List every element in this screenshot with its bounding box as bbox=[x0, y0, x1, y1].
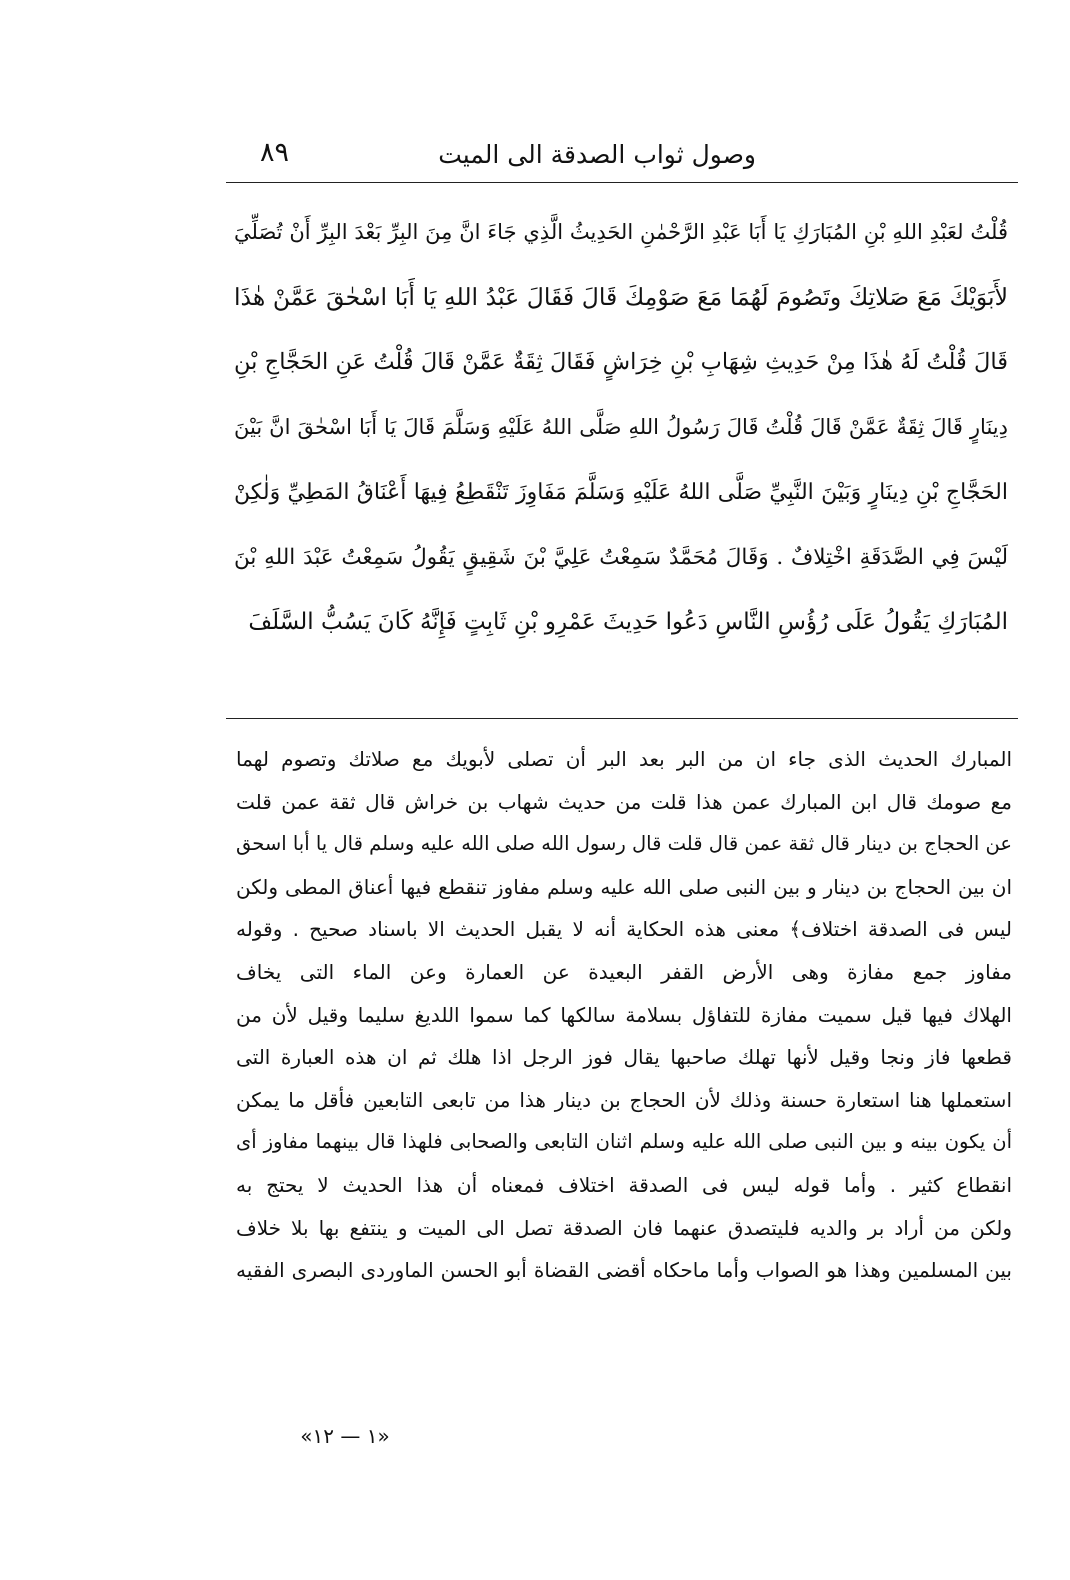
commentary-line: الهلاك فيها قيل سميت مفازة للتفاؤل بسلامة سالكها كما سموا اللديغ سليما وقيل لأن من bbox=[236, 1002, 1012, 1027]
main-text-line: لَيْسَ فِي الصَّدَقَةِ اخْتِلافٌ . وَقَالَ مُحَمَّدٌ سَمِعْتُ عَلِيَّ بْنَ شَقِيقٍ يَقُولُ سَمِعْتُ عَبْدَ اللهِ بْنَ bbox=[234, 545, 1008, 570]
commentary-block bbox=[236, 738, 1012, 1292]
page-number: ٨٩ bbox=[260, 137, 290, 168]
main-text-line: المُبَارَكِ يَقُولُ عَلَى رُؤُسِ النَّاسِ دَعُوا حَدِيثَ عَمْرِو بْنِ ثَابِتٍ فَإِنَّهُ كَانَ يَسُبُّ السَّلَفَ bbox=[248, 609, 1008, 635]
running-title: وصول ثواب الصدقة الى الميت bbox=[438, 140, 756, 169]
commentary-line: قطعها فاز ونجا وقيل لأنها تهلك صاحبها يقال فوز الرجل اذا هلك ثم ان هذه العبارة التى bbox=[236, 1045, 1012, 1070]
commentary-line: ولكن من أراد بر والديه فليتصدق عنهما فان الصدقة تصل الى الميت و ينتفع بها بلا خلاف bbox=[236, 1215, 1012, 1240]
main-text-line: الحَجَّاجِ بْنِ دِينَارٍ وَبَيْنَ النَّبِيِّ صَلَّى اللهُ عَلَيْهِ وَسَلَّمَ مَفَاوِزَ تَنْقَطِعُ فِيهَا أَعْنَاقُ المَطِيِّ وَلٰكِنْ bbox=[234, 480, 1008, 505]
commentary-line: عن الحجاج بن دينار قال ثقة عمن قال قلت قال رسول الله صلى الله عليه وسلم قال يا أبا اسحق bbox=[236, 832, 1012, 856]
header-rule bbox=[226, 182, 1018, 183]
commentary-line: ليس فى الصدقة اختلاف﴾ معنى هذه الحكاية أنه لا يقبل الحديث الا باسناد صحيح . وقوله bbox=[236, 917, 1012, 942]
commentary-line: استعملها هنا استعارة حسنة وذلك لأن الحجاج بن دينار هذا من تابعى التابعين فأقل ما يمكن bbox=[236, 1087, 1012, 1112]
main-text-line: قَالَ قُلْتُ لَهُ هٰذَا مِنْ حَدِيثِ شِهَابِ بْنِ خِرَاشٍ فَقَالَ ثِقَةٌ عَمَّنْ قَالَ قُلْتُ عَنِ الحَجَّاجِ بْنِ bbox=[234, 349, 1008, 375]
commentary-line: ان بين الحجاج بن دينار و بين النبى صلى الله عليه وسلم مفاوز تنقطع فيها أعناق المطى ولكن bbox=[236, 874, 1012, 899]
commentary-line: انقطاع كثير . وأما قوله ليس فى الصدقة اختلاف فمعناه أن هذا الحديث لا يحتج به bbox=[236, 1172, 1012, 1197]
running-head bbox=[226, 132, 1018, 178]
commentary-line: مفاوز جمع مفازة وهى الأرض القفر البعيدة عن العمارة وعن الماء التى يخاف bbox=[236, 959, 1012, 984]
section-divider bbox=[226, 718, 1018, 719]
main-text-line: قُلْتُ لعَبْدِ اللهِ بْنِ المُبَارَكِ يَا أَبَا عَبْدِ الرَّحْمٰنِ الحَدِيثُ الَّذِي جَاءَ انَّ مِنَ البِرِّ بَعْدَ البِرِّ أَنْ تُصَلِّيَ bbox=[234, 220, 1008, 244]
commentary-line: مع صومك قال ابن المبارك عمن هذا قلت من حديث شهاب بن خراش قال ثقة عمن قلت bbox=[236, 789, 1012, 814]
main-text-block bbox=[234, 200, 1008, 655]
commentary-line: المبارك الحديث الذى جاء ان من البر بعد البر أن تصلى لأبويك مع صلاتك وتصوم لهما bbox=[236, 747, 1012, 771]
main-text-line: دِينَارٍ قَالَ ثِقَةٌ عَمَّنْ قَالَ قُلْتُ قَالَ رَسُولُ اللهِ صَلَّى اللهُ عَلَيْهِ وَسَلَّمَ قَالَ يَا أَبَا اسْحٰقَ انَّ بَيْنَ bbox=[234, 415, 1008, 439]
commentary-line: بين المسلمين وهذا هو الصواب وأما ماحكاه أقضى القضاة أبو الحسن الماوردى البصرى الفقيه bbox=[236, 1258, 1012, 1283]
main-text-line: لأَبَوَيْكَ مَعَ صَلاتِكَ وتَصُومَ لَهُمَا مَعَ صَوْمِكَ قَالَ فَقَالَ عَبْدُ اللهِ يَا أَبَا اسْحٰقَ عَمَّنْ هٰذَا bbox=[234, 283, 1008, 311]
printer-signature: «١ — ١٢» bbox=[300, 1424, 390, 1448]
commentary-line: أن يكون بينه و بين النبى صلى الله عليه وسلم اثنان التابعى والصحابى فلهذا قال بينهما مفاوز أى bbox=[236, 1130, 1012, 1154]
